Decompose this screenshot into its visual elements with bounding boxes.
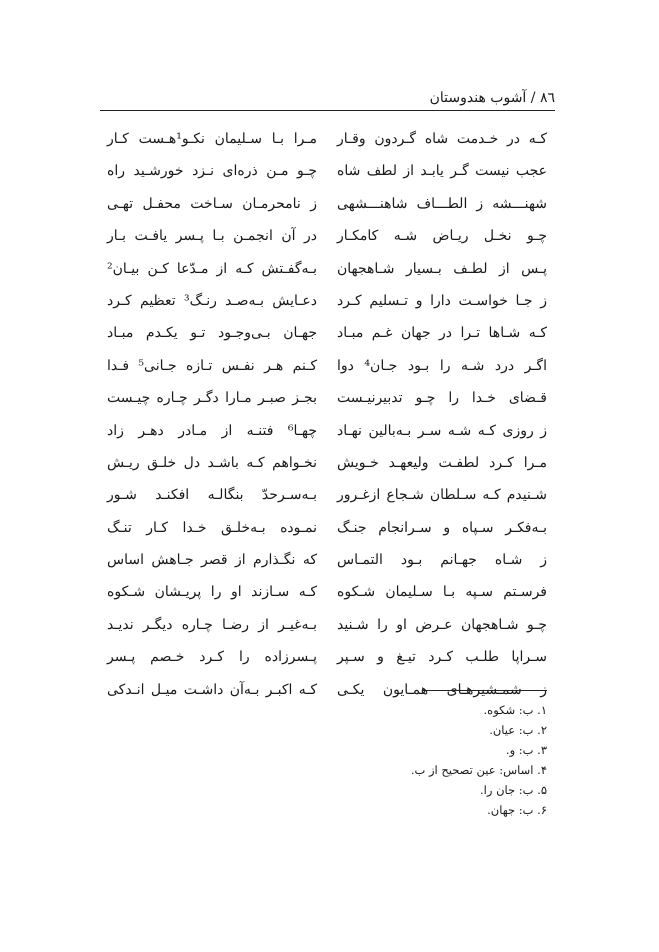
- poem-right-column: [337, 125, 547, 708]
- poem-hemistich-right: کـه شـاها تـرا در جهان غـم مبـاد: [337, 325, 547, 342]
- footnote-item: ۶. ب: جهان.: [487, 803, 547, 817]
- poem-hemistich-right: ز شـاه جهـانم بـود التمـاس: [337, 552, 547, 569]
- poem-hemistich-right: فرسـتم سـپه بـا سـلیمان شـکوه: [337, 584, 547, 601]
- poem-hemistich-left: دعـایش بـه‌صـد رنـگ³ تعظیم کـرد: [107, 292, 317, 309]
- poem-hemistich-left: کـه سـازند او را پریـشان شـکوه: [107, 584, 317, 601]
- footnote-item: ٣. ب: و.: [505, 743, 547, 757]
- poem-hemistich-right: مـرا کـرد لطفـت ولیعهـد خـویش: [337, 454, 547, 471]
- poem-hemistich-right: ز جـا خواسـت دارا و تـسلیم کـرد: [337, 292, 547, 309]
- poem-hemistich-left: چـو مـن ذره‌ای نـزد خورشـید راه: [107, 163, 317, 180]
- footnotes: [247, 700, 547, 820]
- poem-hemistich-right: ز روزی کـه شـه سـر بـه‌بالین نهـاد: [337, 422, 547, 439]
- poem-hemistich-right: سـراپا طلـب کـرد تیـغ و سـپر: [337, 649, 547, 666]
- poem-hemistich-left: مـرا بـا سـلیمان نکـو¹هـست کـار: [107, 131, 318, 147]
- poem-hemistich-right: پـس از لطـف بـسیار شـاهجهان: [337, 260, 547, 277]
- poem-hemistich-left: بجـز صبـر مـارا دگـر چـاره چیـست: [107, 390, 317, 407]
- poem-hemistich-left: نخـواهم کـه باشـد دل خلـق ریـش: [107, 454, 317, 471]
- poem-hemistich-right: عجب نیست گـر یابـد از لطف شاه: [337, 163, 547, 180]
- footnote-item: ١. ب: شکوه.: [483, 703, 547, 717]
- footnote-item: ۴. اساس: عین تصحیح از ب.: [410, 763, 547, 777]
- footnote-item: ٢. ب: عیان.: [489, 723, 547, 737]
- poem-hemistich-left: نمـوده بـه‌خلـق خـدا کـار تنـگ: [107, 519, 317, 536]
- poem-hemistich-left: جهـان بـی‌وجـود تـو یکـدم مبـاد: [107, 325, 317, 342]
- poem-hemistich-right: شهنـــشه ز الطـــاف شاهنـــشهی: [337, 195, 547, 212]
- header-rule: [100, 110, 555, 111]
- poem-hemistich-left: چهـا⁶ فتنـه از مـادر دهـر زاد: [107, 422, 317, 439]
- poem-hemistich-left: بـه‌گفـتش کـه از مـدّعا کـن بیـان²: [107, 260, 317, 277]
- poem-hemistich-right: قـضای خـدا را چـو تدبیرنیـست: [337, 390, 547, 407]
- page-header-title: ٨٦ / آشوب هندوستان: [429, 90, 555, 106]
- poem-hemistich-left: ز نامحرمـان سـاخت محفـل تهـی: [107, 195, 317, 212]
- poem-hemistich-left: بـه‌سـرحدّ بنگالـه افکنـد شـور: [107, 487, 317, 504]
- poem-hemistich-right: ز شمـشیرهـای همـایون یکـی: [337, 681, 547, 698]
- footnote-divider: [422, 690, 547, 691]
- poem-hemistich-right: کـه در خـدمت شاه گـردون وقـار: [337, 131, 547, 147]
- poem-hemistich-right: شـنیدم کـه سـلطان شـجاع ازغـرور: [337, 487, 547, 504]
- poem-hemistich-left: کـه اکبـر بـه‌آن داشـت میـل انـدکی: [107, 681, 317, 698]
- poem-hemistich-right: اگـر درد شـه را بـود جـان⁴ دوا: [337, 357, 547, 374]
- poem-hemistich-left: کـنم هـر نفـس تـازه جـانی⁵ فـدا: [107, 357, 317, 374]
- poem-hemistich-left: در آن انجمـن بـا پـسر یافـت بـار: [107, 228, 317, 245]
- poem-hemistich-right: چـو نخـل ریـاض شـه کامکـار: [337, 228, 547, 245]
- poem-hemistich-right: چـو شـاهجهان عـرض او را شـنید: [337, 616, 547, 633]
- footnote-item: ۵. ب: جان را.: [480, 783, 547, 797]
- poem-hemistich-right: بـه‌فکـر سـپاه و سـرانجام جنـگ: [337, 519, 547, 536]
- poem-hemistich-left: پـسرزاده را کـرد خـصم پـسر: [107, 649, 317, 666]
- poem-hemistich-left: بـه‌غیـر از رضـا چـاره دیگـر ندیـد: [107, 616, 317, 633]
- poem-left-column: [107, 125, 317, 708]
- poem-hemistich-left: که نگـذارم از قصر جـاهش اساس: [107, 552, 317, 569]
- running-header: [100, 90, 555, 110]
